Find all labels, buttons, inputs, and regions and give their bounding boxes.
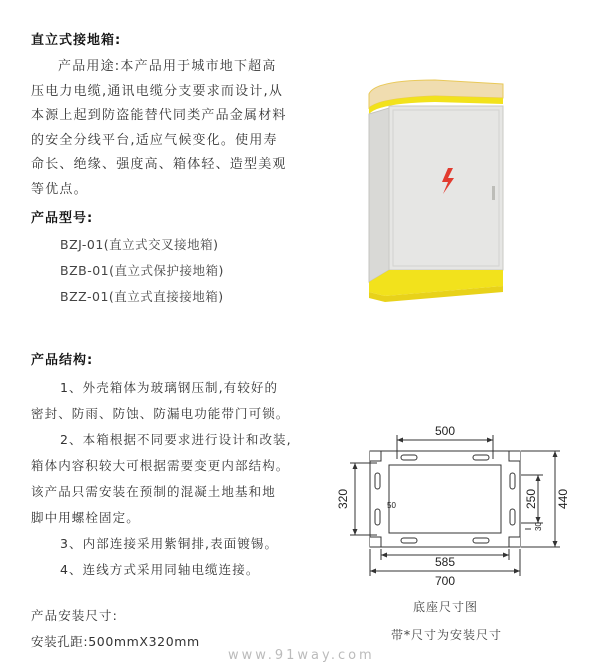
- structure-line: 密封、防雨、防蚀、防漏电功能带门可锁。: [31, 406, 290, 421]
- structure-title: 产品结构:: [31, 353, 94, 368]
- structure-line: 脚中用螺栓固定。: [31, 510, 140, 525]
- section-title-vertical-box: 直立式接地箱:: [31, 33, 122, 48]
- usage-line: 命长、绝缘、强度高、箱体轻、造型美观: [31, 157, 287, 173]
- models-title: 产品型号:: [31, 211, 94, 226]
- install-spacing: 安装孔距:500mmX320mm: [31, 634, 200, 649]
- dim-left-height: 320: [336, 488, 350, 510]
- dim-right-inner: 250: [524, 488, 538, 510]
- usage-line: 产品用途:本产品用于城市地下超高: [58, 59, 277, 74]
- dim-small-50: 50: [387, 501, 396, 510]
- dim-right-outer: 440: [556, 488, 570, 510]
- structure-line: 3、内部连接采用紫铜排,表面镀锡。: [60, 536, 279, 551]
- diagram-note: 带*尺寸为安装尺寸: [391, 628, 503, 642]
- dim-small-30: 30: [534, 522, 543, 531]
- usage-line: 本源上起到防盗能替代同类产品金属材料: [31, 108, 287, 124]
- structure-line: 1、外壳箱体为玻璃钢压制,有较好的: [60, 380, 279, 395]
- dim-top-width: 500: [434, 424, 456, 438]
- usage-paragraph: [31, 55, 351, 203]
- structure-line: 4、连线方式采用同轴电缆连接。: [60, 562, 260, 577]
- structure-line: 该产品只需安装在预制的混凝土地基和地: [31, 484, 276, 499]
- grounding-box-image: [355, 70, 515, 310]
- dim-outer-width: 700: [434, 574, 456, 588]
- watermark-text: www.91way.com: [228, 648, 375, 663]
- usage-line: 等优点。: [31, 181, 88, 197]
- diagram-caption: 底座尺寸图: [413, 600, 479, 614]
- install-title: 产品安装尺寸:: [31, 608, 118, 623]
- usage-line: 的安全分线平台,适应气候变化。使用寿: [31, 132, 278, 148]
- structure-line: 2、本箱根据不同要求进行设计和改装,: [60, 432, 292, 447]
- base-dimension-diagram: [335, 415, 585, 595]
- usage-line: 压电力电缆,通讯电缆分支要求而设计,从: [31, 83, 284, 99]
- model-item: BZB-01(直立式保护接地箱): [60, 263, 224, 278]
- model-item: BZZ-01(直立式直接接地箱): [60, 289, 224, 304]
- structure-line: 箱体内容积较大可根据需要变更内部结构。: [31, 458, 290, 473]
- dim-inner-width: 585: [434, 555, 456, 569]
- model-item: BZJ-01(直立式交叉接地箱): [60, 237, 219, 252]
